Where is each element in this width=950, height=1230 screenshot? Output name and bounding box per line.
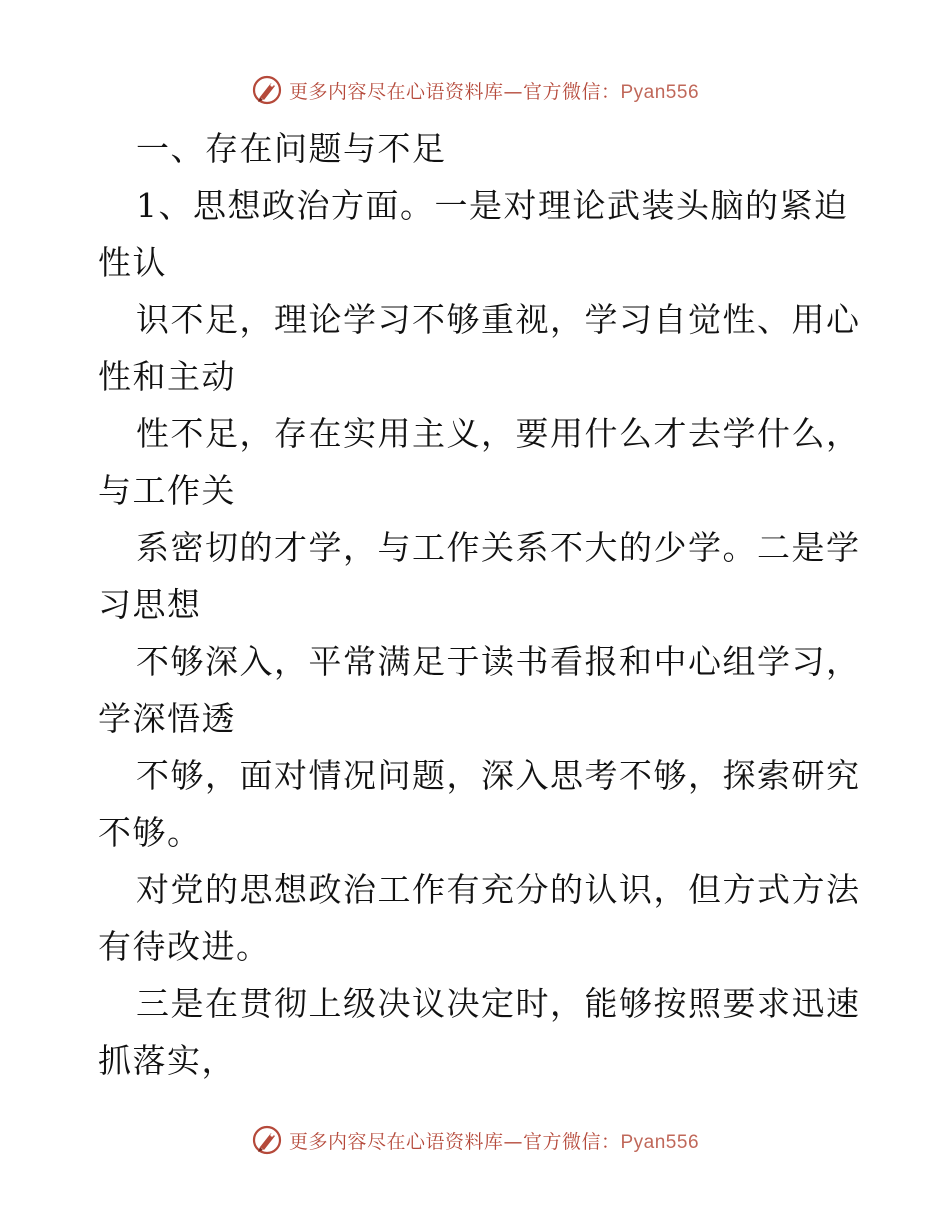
paragraph-line: 与工作关 xyxy=(98,471,236,510)
paragraph-line: 不够。 xyxy=(98,813,202,852)
paragraph-line: 性认 xyxy=(98,243,167,282)
paragraph-line: 1、思想政治方面。一是对理论武装头脑的紧迫 xyxy=(136,186,849,225)
header-watermark xyxy=(0,70,950,110)
header-contact-label: 官方微信： xyxy=(522,80,621,103)
footer-watermark xyxy=(0,1120,950,1160)
paragraph-line: 识不足，理论学习不够重视，学习自觉性、用心 xyxy=(136,300,861,339)
footer-separator: — xyxy=(503,1130,523,1153)
paragraph-line: 学深悟透 xyxy=(98,699,236,738)
footer-contact-label: 官方微信： xyxy=(522,1130,621,1153)
header-watermark-text xyxy=(289,77,699,104)
footer-brand-text: 更多内容尽在心语资料库 xyxy=(288,1130,504,1153)
document-body xyxy=(98,120,861,1089)
pen-logo-icon xyxy=(251,1124,283,1156)
header-brand-text: 更多内容尽在心语资料库 xyxy=(288,80,504,103)
paragraph-line: 性不足，存在实用主义，要用什么才去学什么， xyxy=(136,414,861,453)
paragraph-line: 不够，面对情况问题，深入思考不够，探索研究 xyxy=(136,756,861,795)
paragraph-line: 抓落实， xyxy=(98,1041,236,1080)
paragraph-line: 系密切的才学，与工作关系不大的少学。二是学 xyxy=(136,528,861,567)
header-contact-id: Pyan556 xyxy=(620,81,700,103)
header-separator: — xyxy=(503,80,523,103)
paragraph-line: 性和主动 xyxy=(98,357,236,396)
paragraph-line: 对党的思想政治工作有充分的认识，但方式方法 xyxy=(136,870,861,909)
section-heading: 一、存在问题与不足 xyxy=(136,129,447,168)
paragraph-line: 习思想 xyxy=(98,585,202,624)
footer-contact-id: Pyan556 xyxy=(620,1131,700,1153)
paragraph-line: 有待改进。 xyxy=(98,927,271,966)
header-watermark-group xyxy=(251,74,699,106)
pen-logo-icon xyxy=(251,74,283,106)
footer-watermark-text xyxy=(289,1127,699,1154)
paragraph-line: 不够深入，平常满足于读书看报和中心组学习， xyxy=(136,642,861,681)
paragraph-line: 三是在贯彻上级决议决定时，能够按照要求迅速 xyxy=(136,984,861,1023)
footer-watermark-group xyxy=(251,1124,699,1156)
